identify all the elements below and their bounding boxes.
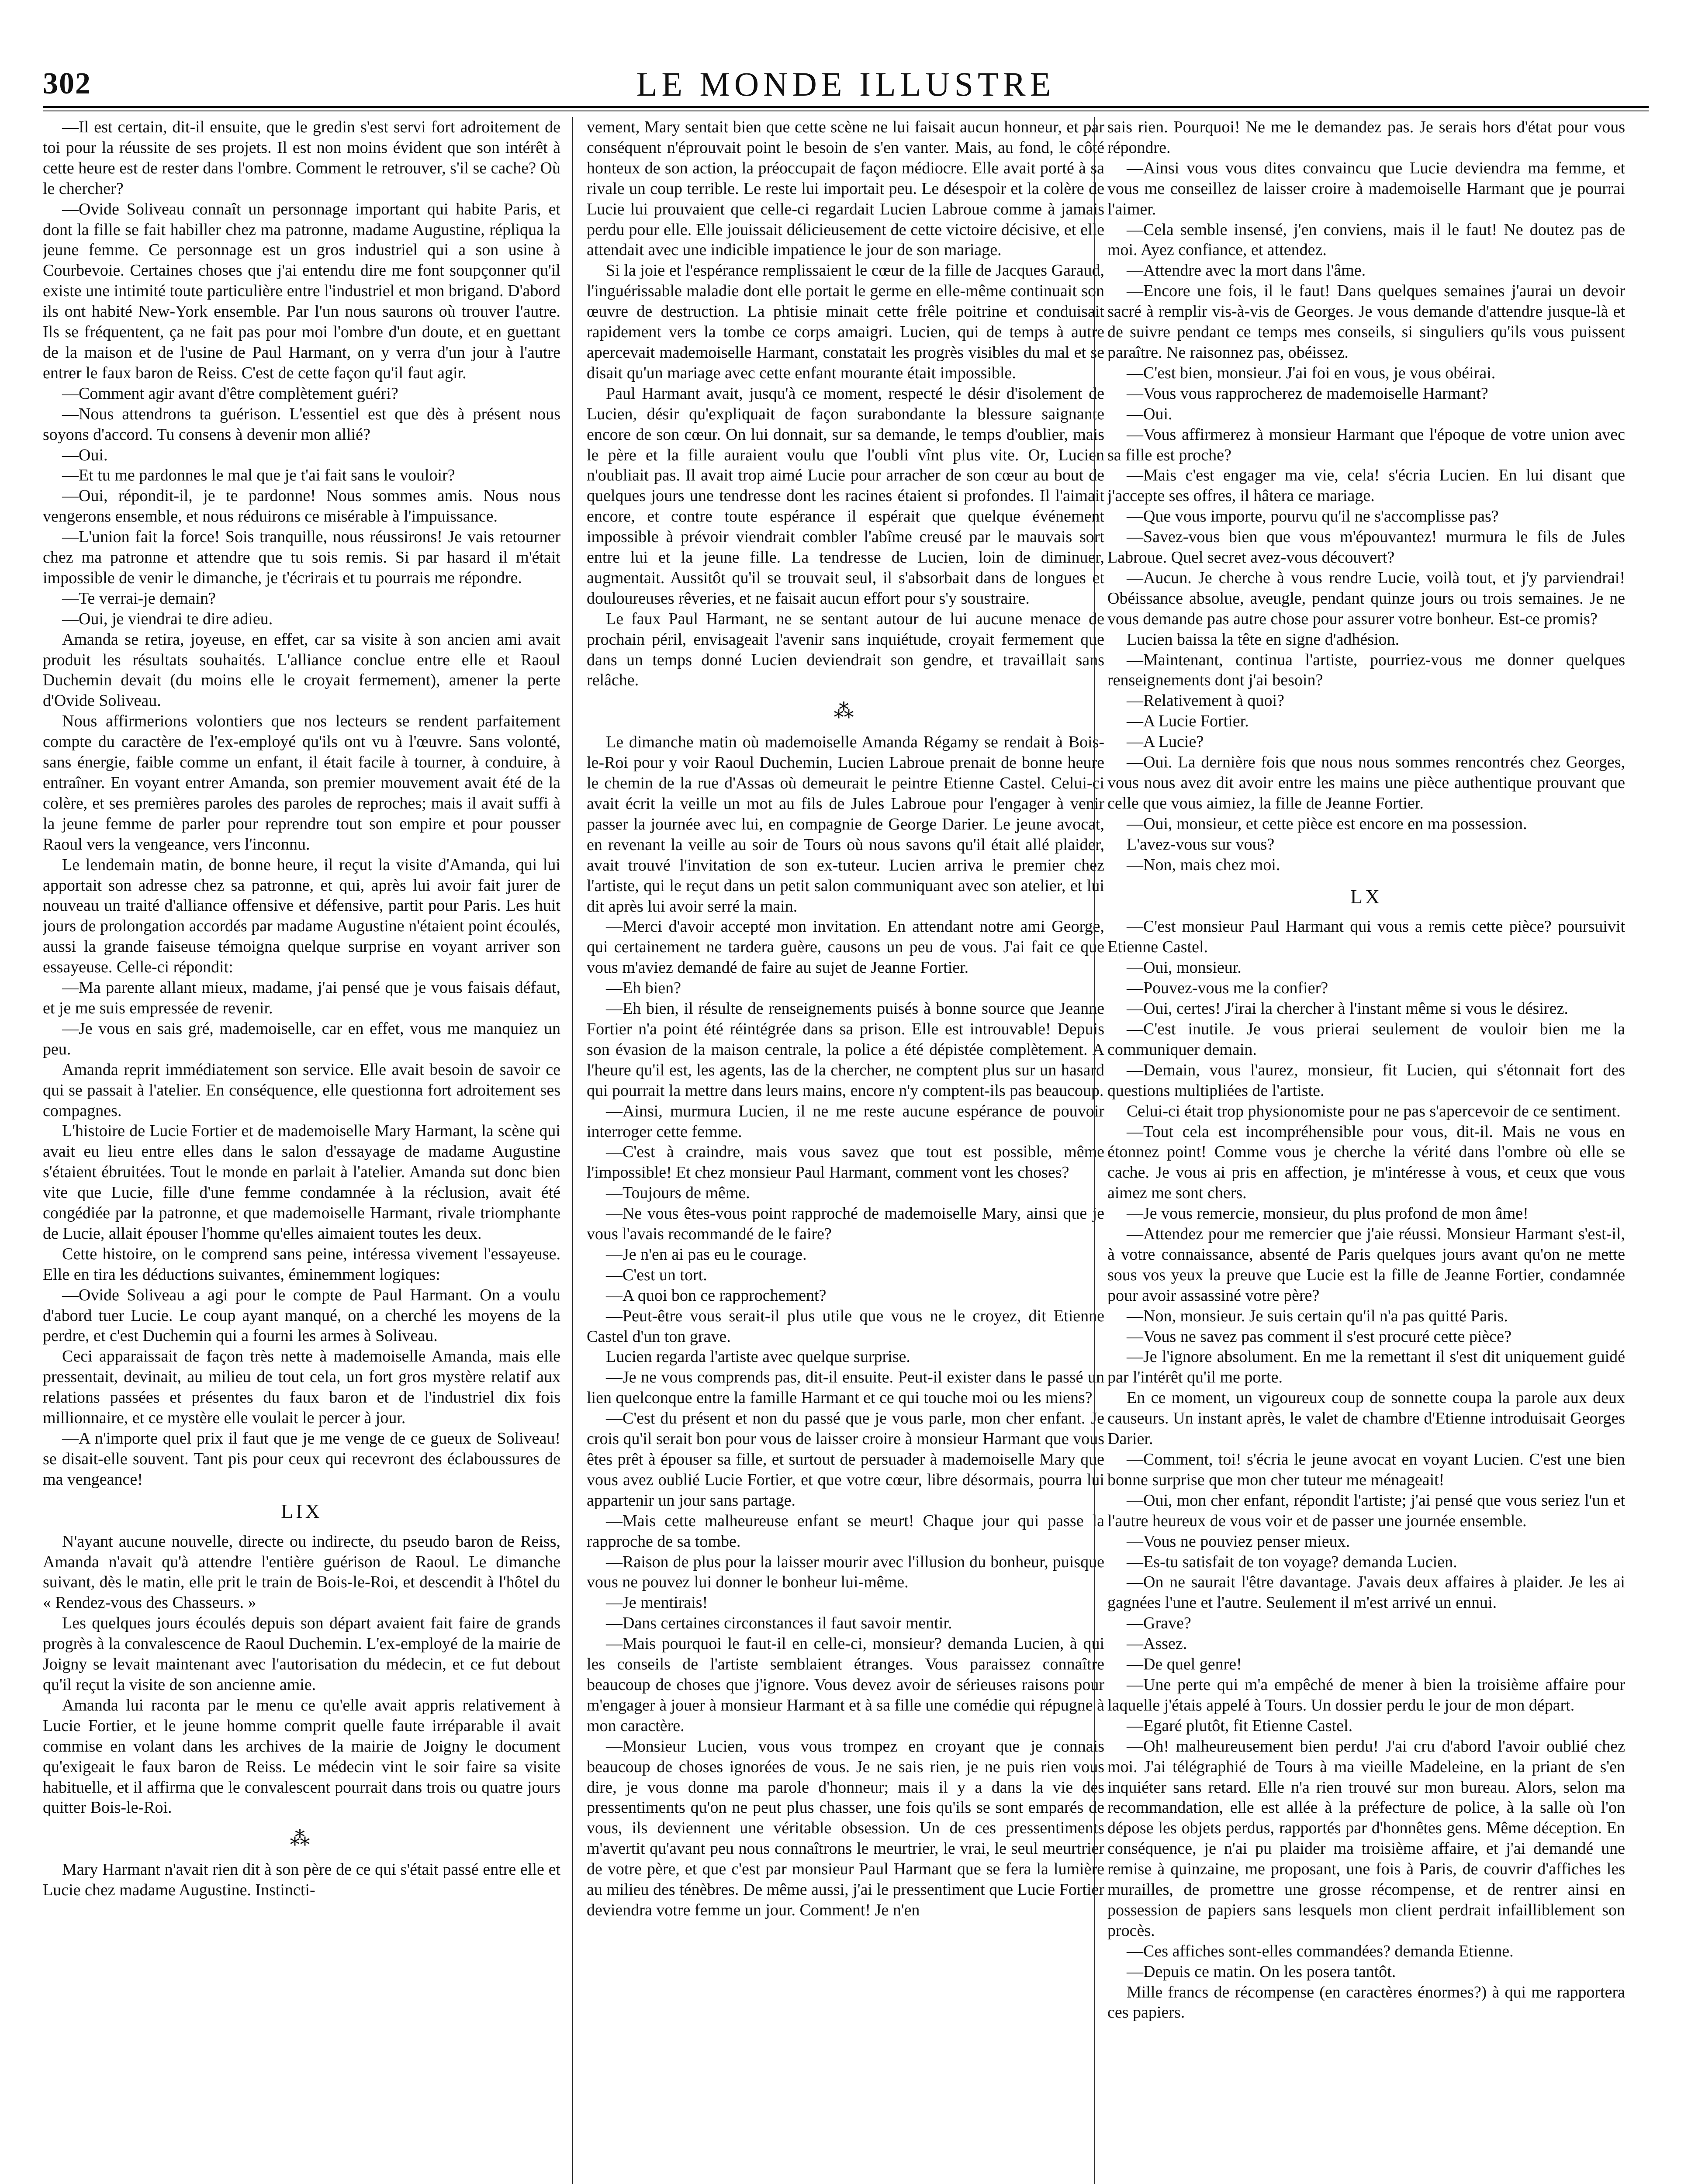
paragraph: —Aucun. Je cherche à vous rendre Lucie, voilà tout, et j'y parviendrai! Obéissance absolue, aveugle, pendant quinze jours ou trois semaines. Je ne vous demande pas autre chose pour assurer votre bonheur. Est-ce promis? [1107, 568, 1625, 628]
paragraph: N'ayant aucune nouvelle, directe ou indirecte, du pseudo baron de Reiss, Amanda n'avait qu'à attendre l'entière guérison de Raoul. Le dimanche suivant, dès le matin, elle prit le train de Bois-le-Roi, et descendit à l'hôtel du « Rendez-vous des Chasseurs. » [43, 1532, 560, 1612]
paragraph: —Merci d'avoir accepté mon invitation. En attendant notre ami George, qui certainement ne tardera guère, causons un peu de vous. J'ai fait ce que vous m'aviez demandé de faire au sujet de Jeanne Fortier. [587, 917, 1104, 977]
paragraph: —C'est inutile. Je vous prierai seulement de vouloir bien me la communiquer demain. [1107, 1019, 1625, 1059]
paragraph: —Comment, toi! s'écria le jeune avocat en voyant Lucien. C'est une bien bonne surprise que mon cher tuteur me ménageait! [1107, 1450, 1625, 1489]
paragraph: —Oui, monsieur. [1127, 958, 1242, 977]
paragraph: Les quelques jours écoulés depuis son départ avaient fait faire de grands progrès à la convalescence de Raoul Duchemin. L'ex-employé de la mairie de Joigny se levait maintenant avec l'autorisation du médecin, et ce fut debout qu'il reçut la visite de son ancienne amie. [43, 1614, 560, 1694]
paragraph: Cette histoire, on le comprend sans peine, intéressa vivement l'essayeuse. Elle en tira les déductions suivantes, éminemment logiques: [43, 1244, 560, 1284]
chapter-heading: LX [1350, 885, 1383, 908]
paragraph: Amanda lui raconta par le menu ce qu'elle avait appris relativement à Lucie Fortier, et le jeune homme comprit quelle faute irréparable il avait commise en volant dans les archives de la mairie de Joigny le document qu'exigeait le faux baron de Reiss. Le médecin vint le soir faire sa visite habituelle, et il affirma que le convalescent pourrait dans trois ou quatre jours quitter Bois-le-Roi. [43, 1696, 560, 1817]
paragraph: —Que vous importe, pourvu qu'il ne s'accomplisse pas? [1127, 507, 1499, 526]
paragraph: —Toujours de même. [606, 1184, 750, 1203]
paragraph: —Mais c'est engager ma vie, cela! s'écria Lucien. En lui disant que j'accepte ses offres, il hâtera ce mariage. [1107, 466, 1625, 505]
paragraph: —A Lucie Fortier. [1127, 712, 1249, 731]
paragraph: Lucien baissa la tête en signe d'adhésion. [1127, 630, 1400, 649]
paragraph: Le lendemain matin, de bonne heure, il reçut la visite d'Amanda, qui lui apportait son adresse chez sa patronne, et qui, après lui avoir fait jurer de nouveau un traité d'alliance offensive et défensive, partit pour Paris. Les huit jours de prolongation accordés par madame Augustine n'étaient point écoulés, aussi la grande faiseuse témoigna quelque surprise en voyant arriver son essayeuse. Celle-ci répondit: [43, 855, 560, 977]
paragraph: Paul Harmant avait, jusqu'à ce moment, respecté le désir d'isolement de Lucien, désir qu'expliquait de façon surabondante la blessure saignante encore de son cœur. On lui donnait, sur sa demande, le temps d'oublier, mais le père et la fille auraient voulu que l'oubli vînt plus vite. Or, Lucien n'oubliait pas. Il avait trop aimé Lucie pour arracher de son cœur au bout de quelques jours une tendresse dont les racines étaient si profondes. Il l'aimait encore, et contre toute espérance il espérait que quelque événement impossible à prévoir viendrait combler l'abîme creusé par le mauvais sort entre lui et la jeune fille. La tendresse de Lucien, loin de diminuer, augmentait. Aussitôt qu'il se trouvait seul, il s'absorbait dans de longues et douloureuses rêveries, et ne faisait aucun effort pour s'y soustraire. [587, 384, 1104, 608]
paragraph: Amanda reprit immédiatement son service. Elle avait besoin de savoir ce qui se passait à l'atelier. En conséquence, elle questionna fort adroitement ses compagnes. [43, 1060, 560, 1120]
paragraph: —Non, mais chez moi. [1127, 855, 1280, 874]
paragraph: sais rien. Pourquoi! Ne me le demandez pas. Je serais hors d'état pour vous répondre. [1107, 118, 1625, 157]
paragraph: —Mais pourquoi le faut-il en celle-ci, monsieur? demanda Lucien, à qui les conseils de l'artiste semblaient étranges. Vous paraissez connaître beaucoup de choses que j'ignore. Vous devez avoir de sérieuses raisons pour m'engager à jouer à monsieur Harmant et à sa fille une comédie qui répugne à mon caractère. [587, 1635, 1104, 1735]
paragraph: —Maintenant, continua l'artiste, pourriez-vous me donner quelques renseignements dont j'ai besoin? [1107, 650, 1625, 690]
paragraph: —Demain, vous l'aurez, monsieur, fit Lucien, qui s'étonnait fort des questions multipliées de l'artiste. [1107, 1061, 1625, 1100]
paragraph: —Ne vous êtes-vous point rapproché de mademoiselle Mary, ainsi que je vous l'avais recommandé de le faire? [587, 1204, 1104, 1244]
paragraph: —Es-tu satisfait de ton voyage? demanda Lucien. [1127, 1552, 1457, 1571]
paragraph: Mary Harmant n'avait rien dit à son père de ce qui s'était passé entre elle et Lucie chez madame Augustine. Instincti- [43, 1860, 560, 1900]
paragraph: —Depuis ce matin. On les posera tantôt. [1127, 1962, 1396, 1981]
paragraph: —C'est à craindre, mais vous savez que tout est possible, même l'impossible! Et chez monsieur Paul Harmant, comment vont les choses? [587, 1143, 1104, 1182]
paragraph: —Attendre avec la mort dans l'âme. [1127, 261, 1366, 280]
paragraph: —Je n'en ai pas eu le courage. [606, 1245, 807, 1264]
paragraph: —Cela semble insensé, j'en conviens, mais il le faut! Ne doutez pas de moi. Ayez confiance, et attendez. [1107, 220, 1625, 259]
paragraph: —Attendez pour me remercier que j'aie réussi. Monsieur Harmant s'est-il, à votre connaissance, absenté de Paris quelques jours avant qu'on ne mette sous vos yeux la preuve que Lucie est la fille de Jeanne Fortier, condamnée pour avoir assassiné votre père? [1107, 1225, 1625, 1305]
paragraph: —Raison de plus pour la laisser mourir avec l'illusion du bonheur, puisque vous ne pouvez lui donner le bonheur lui-même. [587, 1552, 1104, 1592]
paragraph: —Relativement à quoi? [1127, 691, 1284, 710]
paragraph: —Nous attendrons ta guérison. L'essentiel est que dès à présent nous soyons d'accord. Tu consens à devenir mon allié? [43, 404, 560, 444]
paragraph: —Et tu me pardonnes le mal que je t'ai fait sans le vouloir? [62, 466, 455, 485]
paragraph: Celui-ci était trop physionomiste pour ne pas s'apercevoir de ce sentiment. [1127, 1102, 1621, 1120]
paragraph: —De quel genre! [1127, 1655, 1242, 1674]
section-break-asterism: ⁂ [290, 1827, 314, 1850]
paragraph: —Tout cela est incompréhensible pour vous, dit-il. Mais ne vous en étonnez point! Comme vous je cherche la vérité dans l'ombre où elle se cache. Je vous ai pris en affection, je m'intéresse à vous, et ceux que vous aimez me sont chers. [1107, 1122, 1625, 1203]
paragraph: Mille francs de récompense (en caractères énormes?) à qui me rapportera ces papiers. [1107, 1983, 1625, 2022]
paragraph: —Egaré plutôt, fit Etienne Castel. [1127, 1716, 1353, 1735]
paragraph: —Oh! malheureusement bien perdu! J'ai cru d'abord l'avoir oublié chez moi. J'ai télégraphié de Tours à ma vieille Madeleine, en la priant de s'en inquiéter sans retard. Elle n'a rien trouvé sur mon bureau. Alors, selon ma recommandation, elle est allée à la préfecture de police, à la salle où l'on dépose les objets perdus, rapportés par d'honnêtes gens. Même déception. En conséquence, je n'ai pu plaider ma troisième affaire, et j'ai demandé une remise à quinzaine, me proposant, une fois à Paris, de couvrir d'affiches les murailles, de promettre une grosse récompense, et de rentrer ainsi en possession de papiers sans lesquels mon client perdrait infailliblement son procès. [1107, 1737, 1625, 1940]
paragraph: —Eh bien, il résulte de renseignements puisés à bonne source que Jeanne Fortier n'a point été réintégrée dans sa prison. Elle est introuvable! Depuis son évasion de la maison centrale, la police a été dépistée complètement. A l'heure qu'il est, les agents, las de la chercher, ne comptent plus sur un hasard qui pourrait la mettre dans leurs mains, encore n'y comptent-ils pas beaucoup. [587, 999, 1104, 1100]
paragraph: —C'est un tort. [606, 1265, 707, 1284]
paragraph: L'avez-vous sur vous? [1127, 835, 1275, 854]
paragraph: —Vous vous rapprocherez de mademoiselle Harmant? [1127, 384, 1488, 403]
paragraph: —Encore une fois, il le faut! Dans quelques semaines j'aurai un devoir sacré à remplir vis-à-vis de Georges. Je vous demande d'attendre jusque-là et de suivre pendant ce temps mes conseils, si singuliers qu'ils vous puissent paraître. Ne raisonnez pas, obéissez. [1107, 282, 1625, 362]
paragraph: —Vous affirmerez à monsieur Harmant que l'époque de votre union avec sa fille est proche? [1107, 425, 1625, 464]
paragraph: —Je mentirais! [606, 1593, 708, 1612]
paragraph: —Oui, certes! J'irai la chercher à l'instant même si vous le désirez. [1127, 999, 1568, 1018]
paragraph: Nous affirmerions volontiers que nos lecteurs se rendent parfaitement compte du caractère de l'ex-employé qu'ils ont vu à l'œuvre. Sans volonté, sans énergie, faible comme un enfant, il était facile à tourner, à conduire, à entraîner. En voyant entrer Amanda, son premier mouvement avait été de la colère, et ses premières paroles des paroles de reproches; mais il avait suffi à la jeune femme de parler pour reprendre tout son empire et pour pousser Raoul vers la vengeance, vers l'inconnu. [43, 712, 560, 854]
paragraph: —Grave? [1127, 1614, 1191, 1633]
paragraph: —Oui, mon cher enfant, répondit l'artiste; j'ai pensé que vous seriez l'un et l'autre heureux de vous voir et de passer une journée ensemble. [1107, 1491, 1625, 1530]
paragraph: vement, Mary sentait bien que cette scène ne lui faisait aucun honneur, et par conséquent n'éprouvait point le besoin de s'en vanter. Mais, au fond, le côté honteux de son action, la préoccupait de façon médiocre. Elle avait porté à sa rivale un coup terrible. Le reste lui importait peu. Le désespoir et la colère de Lucie lui prouvaient que celle-ci regardait Lucien Labroue comme à jamais perdu pour elle. Elle jouissait délicieusement de cette victoire décisive, et elle attendait avec une indicible impatience le jour de son mariage. [587, 118, 1104, 259]
masthead-title: LE MONDE ILLUSTRE [636, 65, 1055, 103]
paragraph: En ce moment, un vigoureux coup de sonnette coupa la parole aux deux causeurs. Un instant après, le valet de chambre d'Etienne introduisait Georges Darier. [1107, 1389, 1625, 1448]
paragraph: L'histoire de Lucie Fortier et de mademoiselle Mary Harmant, la scène qui avait eu lieu entre elles dans le salon d'essayage de madame Augustine s'étaient ébruitées. Tout le monde en parlait à l'atelier. Amanda sut donc bien vite que Lucie, fille d'une femme condamnée à la réclusion, avait été congédiée par la patronne, et que mademoiselle Harmant, rivale triomphante de Lucie, allait épouser l'homme qu'elles aimaient toutes les deux. [43, 1122, 560, 1243]
paragraph: —Oui. La dernière fois que nous nous sommes rencontrés chez Georges, vous nous avez dit avoir entre les mains une pièce authentique prouvant que celle que vous aimiez, la fille de Jeanne Fortier. [1107, 753, 1625, 812]
paragraph: —A n'importe quel prix il faut que je me venge de ce gueux de Soliveau! se disait-elle souvent. Tant pis pour ceux qui recevront des éclaboussures de ma vengeance! [43, 1429, 560, 1489]
paragraph: —Il est certain, dit-il ensuite, que le gredin s'est servi fort adroitement de toi pour la réussite de ses projets. Il est non moins évident que son intérêt à cette heure est de rester dans l'ombre. Comment le retrouver, s'il se cache? Où le chercher? [43, 118, 560, 198]
paragraph: —C'est bien, monsieur. J'ai foi en vous, je vous obéirai. [1127, 363, 1496, 382]
paragraph: —Je ne vous comprends pas, dit-il ensuite. Peut-il exister dans le passé un lien quelconque entre la famille Harmant et ce qui touche moi ou les miens? [587, 1368, 1104, 1407]
paragraph: —A Lucie? [1127, 733, 1204, 751]
paragraph: —Vous ne pouviez penser mieux. [1127, 1532, 1350, 1551]
paragraph: —Ainsi, murmura Lucien, il ne me reste aucune espérance de pouvoir interroger cette femme. [587, 1102, 1104, 1141]
paragraph: Si la joie et l'espérance remplissaient le cœur de la fille de Jacques Garaud, l'inguérissable maladie dont elle portait le germe en elle-même continuait son œuvre de destruction. La phtisie minait cette frêle poitrine et conduisait rapidement vers la tombe ce corps amaigri. Lucien, qui de temps à autre apercevait mademoiselle Harmant, constatait les progrès visibles du mal et se disait qu'un mariage avec cette enfant mourante était impossible. [587, 261, 1104, 382]
column-divider [572, 117, 573, 2184]
paragraph: Ceci apparaissait de façon très nette à mademoiselle Amanda, mais elle pressentait, devinait, au milieu de tout cela, un fort gros mystère relatif aux relations passées et présentes du faux baron et de l'industriel dix fois millionnaire, et ce mystère elle voulait le percer à jour. [43, 1347, 560, 1427]
paragraph: —C'est monsieur Paul Harmant qui vous a remis cette pièce? poursuivit Etienne Castel. [1107, 917, 1625, 957]
paragraph: —Ovide Soliveau a agi pour le compte de Paul Harmant. On a voulu d'abord tuer Lucie. Le coup ayant manqué, on a cherché les moyens de la perdre, et c'est Duchemin qui a fourni les armes à Soliveau. [43, 1286, 560, 1345]
text-column-3 [1107, 117, 1625, 2184]
paragraph: —Monsieur Lucien, vous vous trompez en croyant que je connais beaucoup de choses ignorées de vous. Je ne sais rien, je ne puis rien vous dire, je vous donne ma parole d'honneur; mais il y a dans la vie des pressentiments qu'on ne peut plus chasser, une fois qu'ils se sont emparés de vous, ils deviennent une véritable obsession. Un de ces pressentiments m'avertit qu'avant peu nous connaîtrons le meurtrier, le vrai, le seul meurtrier de votre père, et que c'est par monsieur Paul Harmant que se fera la lumière au milieu des ténèbres. De même aussi, j'ai le pressentiment que Lucie Fortier deviendra votre femme un jour. Comment! Je n'en [587, 1737, 1104, 1919]
paragraph: —Oui. [62, 446, 108, 464]
paragraph: —Eh bien? [606, 979, 681, 998]
paragraph: —Mais cette malheureuse enfant se meurt! Chaque jour qui passe la rapproche de sa tombe. [587, 1511, 1104, 1551]
paragraph: —Ces affiches sont-elles commandées? demanda Etienne. [1127, 1942, 1514, 1960]
paragraph: —Je vous en sais gré, mademoiselle, car en effet, vous me manquiez un peu. [43, 1019, 560, 1058]
paragraph: —Oui. [1127, 404, 1173, 423]
page-number: 302 [43, 67, 91, 100]
paragraph: Le dimanche matin où mademoiselle Amanda Régamy se rendait à Bois-le-Roi pour y voir Raoul Duchemin, Lucien Labroue prenait de bonne heure le chemin de la rue d'Assas où demeurait le peintre Etienne Castel. Celui-ci avait écrit la veille un mot au fils de Jules Labroue pour l'engager à venir passer la journée avec lui, en compagnie de George Darier. Le jeune avocat, en revenant la veille au soir de Tours où nous savons qu'il était allé plaider, avait trouvé l'invitation de son ex-tuteur. Lucien arriva le premier chez l'artiste, qui le reçut dans un petit salon communiquant avec son atelier, et lui dit après lui avoir serré la main. [587, 733, 1104, 916]
paragraph: Lucien regarda l'artiste avec quelque surprise. [606, 1348, 910, 1366]
paragraph: —Assez. [1127, 1635, 1187, 1653]
paragraph: —A quoi bon ce rapprochement? [606, 1286, 827, 1305]
paragraph: —Pouvez-vous me la confier? [1127, 979, 1328, 998]
paragraph: —C'est du présent et non du passé que je vous parle, mon cher enfant. Je crois qu'il serait bon pour vous de laisser croire à monsieur Harmant que vous êtes prêt à épouser sa fille, et surtout de persuader à mademoiselle Mary que vous avez oublié Lucie Fortier, et que votre cœur, libre désormais, pourra lui appartenir un jour sans partage. [587, 1409, 1104, 1510]
paragraph: —Une perte qui m'a empêché de mener à bien la troisième affaire pour laquelle j'étais appelé à Tours. Un dossier perdu le jour de mon départ. [1107, 1675, 1625, 1714]
paragraph: —L'union fait la force! Sois tranquille, nous réussirons! Je vais retourner chez ma patronne et attendre que tu sois remis. Si par hasard il m'était impossible de venir le dimanche, je t'écrirais et tu pourrais me répondre. [43, 528, 560, 587]
paragraph: Le faux Paul Harmant, ne se sentant autour de lui aucune menace de prochain péril, envisageait l'avenir sans inquiétude, croyait fermement que dans un temps donné Lucien deviendrait son gendre, et travaillait sans relâche. [587, 609, 1104, 690]
paragraph: —Te verrai-je demain? [62, 589, 216, 608]
paragraph: —Dans certaines circonstances il faut savoir mentir. [606, 1614, 952, 1633]
paragraph: —Peut-être vous serait-il plus utile que vous ne le croyez, dit Etienne Castel d'un ton grave. [587, 1306, 1104, 1346]
paragraph: —Oui, monsieur, et cette pièce est encore en ma possession. [1127, 814, 1527, 833]
paragraph: —Ovide Soliveau connaît un personnage important qui habite Paris, et dont la fille se fait habiller chez ma patronne, madame Augustine, répliqua la jeune femme. Ce personnage est un gros industriel qui a son usine à Courbevoie. Certaines choses que j'ai entendu dire me font soupçonner qu'il existe une intimité toute particulière entre l'industriel et mon brigand. D'abord ils ont habité New-York ensemble. Par l'un nous saurons où trouver l'autre. Ils se fréquentent, ça ne fait pas pour moi l'ombre d'un doute, et en guettant de la maison et de l'usine de Paul Harmant, on y verra d'un jour à l'autre entrer le faux baron de Reiss. C'est de cette façon qu'il faut agir. [43, 200, 560, 382]
paragraph: —Oui, répondit-il, je te pardonne! Nous sommes amis. Nous nous vengerons ensemble, et nous réduirons ce misérable à l'impuissance. [43, 487, 560, 526]
paragraph: —Oui, je viendrai te dire adieu. [62, 609, 273, 628]
header-rule [43, 106, 1649, 108]
paragraph: —Comment agir avant d'être complètement guéri? [62, 384, 398, 403]
section-break-asterism: ⁂ [834, 700, 858, 722]
chapter-heading: LIX [281, 1500, 322, 1522]
paragraph: —Ma parente allant mieux, madame, j'ai pensé que je vous faisais défaut, et je me suis empressée de revenir. [43, 978, 560, 1017]
text-column-1 [43, 117, 560, 2184]
column-divider [1094, 117, 1095, 2184]
paragraph: —Savez-vous bien que vous m'épouvantez! murmura le fils de Jules Labroue. Quel secret avez-vous découvert? [1107, 528, 1625, 567]
paragraph: Amanda se retira, joyeuse, en effet, car sa visite à son ancien ami avait produit les résultats souhaités. L'alliance conclue entre elle et Raoul Duchemin devait (du moins elle le croyait fermement), amener la perte d'Ovide Soliveau. [43, 630, 560, 710]
paragraph: —Vous ne savez pas comment il s'est procuré cette pièce? [1127, 1327, 1512, 1346]
paragraph: —Non, monsieur. Je suis certain qu'il n'a pas quitté Paris. [1127, 1306, 1508, 1325]
paragraph: —Je vous remercie, monsieur, du plus profond de mon âme! [1127, 1204, 1529, 1223]
paragraph: —Je l'ignore absolument. En me la remettant il s'est dit uniquement guidé par l'intérêt qu'il me porte. [1107, 1348, 1625, 1387]
page-header [43, 61, 1649, 109]
paragraph: —On ne saurait l'être davantage. J'avais deux affaires à plaider. Je les ai gagnées l'une et l'autre. Seulement il m'est arrivé un ennui. [1107, 1573, 1625, 1612]
text-column-2 [587, 117, 1104, 2184]
paragraph: —Ainsi vous vous dites convaincu que Lucie deviendra ma femme, et vous me conseillez de laisser croire à mademoiselle Harmant que je pourrai l'aimer. [1107, 159, 1625, 218]
